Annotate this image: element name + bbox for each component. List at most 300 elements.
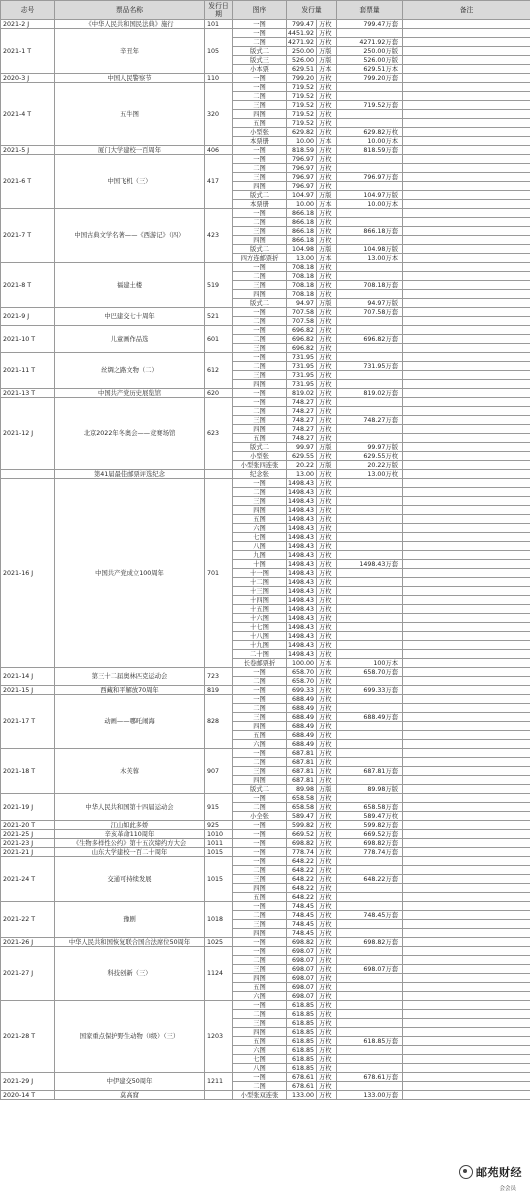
watermark [459, 1164, 522, 1180]
face-cell: 一图 [233, 695, 287, 704]
issue-value-cell: 104.97 [287, 191, 317, 200]
table-row [1, 668, 530, 677]
issue-value-cell: 133.00 [287, 1091, 317, 1100]
table-row [1, 308, 530, 317]
set-quantity-cell [337, 434, 403, 443]
issue-value-cell: 526.00 [287, 56, 317, 65]
set-quantity-cell: 89.98万版 [337, 785, 403, 794]
issue-value-cell: 1498.43 [287, 506, 317, 515]
face-cell: 小型张双连张 [233, 1091, 287, 1100]
face-cell: 七图 [233, 1055, 287, 1064]
note-cell [403, 893, 530, 902]
issue-unit-cell: 万枚 [317, 227, 337, 236]
issue-unit-cell: 万枚 [317, 749, 337, 758]
note-cell [403, 254, 530, 263]
set-quantity-cell: 4271.92万套 [337, 38, 403, 47]
issue-value-cell: 796.97 [287, 164, 317, 173]
issue-unit-cell: 万枚 [317, 38, 337, 47]
issue-value-cell: 658.58 [287, 803, 317, 812]
set-quantity-cell: 629.82万枚 [337, 128, 403, 137]
set-quantity-cell [337, 506, 403, 515]
set-quantity-cell [337, 1019, 403, 1028]
face-cell: 一图 [233, 857, 287, 866]
set-quantity-cell: 629.51万本 [337, 65, 403, 74]
issue-value-cell: 1498.43 [287, 533, 317, 542]
issue-unit-cell: 万枚 [317, 623, 337, 632]
issue-value-cell: 708.18 [287, 290, 317, 299]
issue-unit-cell: 万枚 [317, 875, 337, 884]
note-cell [403, 56, 530, 65]
set-quantity-cell [337, 929, 403, 938]
set-quantity-cell: 20.22万版 [337, 461, 403, 470]
issue-value-cell: 699.33 [287, 686, 317, 695]
stamp-number-cell: 2021-8 T [1, 263, 55, 308]
issue-unit-cell: 万枚 [317, 74, 337, 83]
face-cell: 一图 [233, 83, 287, 92]
note-cell [403, 344, 530, 353]
note-cell [403, 209, 530, 218]
issue-unit-cell: 万枚 [317, 938, 337, 947]
set-quantity-cell [337, 353, 403, 362]
face-cell: 一图 [233, 146, 287, 155]
issue-value-cell: 104.98 [287, 245, 317, 254]
note-cell [403, 794, 530, 803]
note-cell [403, 713, 530, 722]
issue-unit-cell: 万枚 [317, 740, 337, 749]
table-row [1, 1001, 530, 1010]
issue-unit-cell: 万枚 [317, 560, 337, 569]
note-cell [403, 731, 530, 740]
issue-unit-cell: 万枚 [317, 830, 337, 839]
note-cell [403, 533, 530, 542]
face-cell: 六图 [233, 740, 287, 749]
set-quantity-cell [337, 1028, 403, 1037]
set-quantity-cell [337, 749, 403, 758]
note-cell [403, 236, 530, 245]
issue-value-cell: 1498.43 [287, 587, 317, 596]
note-cell [403, 884, 530, 893]
set-quantity-cell: 618.85万套 [337, 1037, 403, 1046]
wechat-account-icon [459, 1165, 473, 1179]
note-cell [403, 191, 530, 200]
set-quantity-cell: 104.97万版 [337, 191, 403, 200]
stamp-number-cell: 2021-18 T [1, 749, 55, 794]
stamp-name-cell: 国家重点保护野生动物（I级）（三） [55, 1001, 205, 1073]
set-quantity-cell [337, 1055, 403, 1064]
face-cell: 一图 [233, 668, 287, 677]
set-quantity-cell [337, 632, 403, 641]
face-cell: 本票册 [233, 137, 287, 146]
set-quantity-cell: 688.49万套 [337, 713, 403, 722]
face-cell: 十图 [233, 560, 287, 569]
issue-value-cell: 99.97 [287, 443, 317, 452]
issue-value-cell: 1498.43 [287, 605, 317, 614]
note-cell [403, 650, 530, 659]
stamp-number-cell: 2021-1 T [1, 29, 55, 74]
issue-unit-cell: 万枚 [317, 839, 337, 848]
issue-unit-cell: 万枚 [317, 371, 337, 380]
set-quantity-cell: 13.00万本 [337, 254, 403, 263]
face-cell: 二图 [233, 1082, 287, 1091]
note-cell [403, 272, 530, 281]
set-quantity-cell [337, 776, 403, 785]
issue-unit-cell: 万枚 [317, 83, 337, 92]
issue-unit-cell: 万枚 [317, 695, 337, 704]
set-quantity-cell [337, 155, 403, 164]
issue-date-cell: 1015 [205, 857, 233, 902]
set-quantity-cell: 698.82万套 [337, 839, 403, 848]
set-quantity-cell [337, 236, 403, 245]
issue-unit-cell: 万枚 [317, 758, 337, 767]
note-cell [403, 452, 530, 461]
stamp-number-cell: 2021-4 T [1, 83, 55, 146]
issue-value-cell: 658.70 [287, 677, 317, 686]
issue-unit-cell: 万枚 [317, 587, 337, 596]
face-cell: 十五图 [233, 605, 287, 614]
issue-value-cell: 1498.43 [287, 632, 317, 641]
issue-unit-cell: 万枚 [317, 965, 337, 974]
note-cell [403, 542, 530, 551]
issue-value-cell: 618.85 [287, 1046, 317, 1055]
stamp-number-cell: 2021-29 J [1, 1073, 55, 1091]
table-row [1, 155, 530, 164]
issue-date-cell: 1124 [205, 947, 233, 1001]
set-quantity-cell [337, 398, 403, 407]
face-cell: 六图 [233, 1046, 287, 1055]
note-cell [403, 803, 530, 812]
issue-value-cell: 678.61 [287, 1073, 317, 1082]
issue-unit-cell: 万枚 [317, 1073, 337, 1082]
face-cell: 五图 [233, 515, 287, 524]
face-cell: 二图 [233, 1010, 287, 1019]
issue-value-cell: 818.59 [287, 146, 317, 155]
stamp-name-cell: 第三十二届奥林匹克运动会 [55, 668, 205, 686]
face-cell: 一图 [233, 479, 287, 488]
set-quantity-cell: 599.82万套 [337, 821, 403, 830]
face-cell: 版式二 [233, 443, 287, 452]
face-cell: 一图 [233, 326, 287, 335]
note-cell [403, 398, 530, 407]
issue-value-cell: 708.18 [287, 272, 317, 281]
face-cell: 二图 [233, 866, 287, 875]
issue-unit-cell: 万枚 [317, 308, 337, 317]
set-quantity-cell: 696.82万套 [337, 335, 403, 344]
note-cell [403, 614, 530, 623]
table-row [1, 20, 530, 29]
face-cell: 二图 [233, 92, 287, 101]
set-quantity-cell [337, 587, 403, 596]
issue-value-cell: 13.00 [287, 470, 317, 479]
note-cell [403, 632, 530, 641]
note-cell [403, 200, 530, 209]
issue-unit-cell: 万枚 [317, 164, 337, 173]
face-cell: 四图 [233, 776, 287, 785]
issue-date-cell: 828 [205, 695, 233, 749]
issue-value-cell: 719.52 [287, 110, 317, 119]
issue-value-cell: 748.45 [287, 902, 317, 911]
table-row [1, 470, 530, 479]
issue-unit-cell: 万枚 [317, 416, 337, 425]
issue-value-cell: 678.61 [287, 1082, 317, 1091]
note-cell [403, 155, 530, 164]
issue-date-cell: 601 [205, 326, 233, 353]
stamp-number-cell: 2021-2 J [1, 20, 55, 29]
issue-value-cell: 819.02 [287, 389, 317, 398]
table-row [1, 749, 530, 758]
table-row [1, 938, 530, 947]
note-cell [403, 290, 530, 299]
table-row [1, 821, 530, 830]
set-quantity-cell: 10.00万本 [337, 200, 403, 209]
issue-unit-cell: 万枚 [317, 29, 337, 38]
issue-value-cell: 698.82 [287, 938, 317, 947]
set-quantity-cell [337, 524, 403, 533]
issue-date-cell: 1018 [205, 902, 233, 938]
issue-unit-cell: 万枚 [317, 281, 337, 290]
issue-unit-cell: 万枚 [317, 992, 337, 1001]
issue-unit-cell: 万枚 [317, 911, 337, 920]
issue-date-cell: 701 [205, 479, 233, 668]
face-cell: 一图 [233, 353, 287, 362]
note-cell [403, 758, 530, 767]
issue-value-cell: 748.27 [287, 416, 317, 425]
note-cell [403, 515, 530, 524]
stamp-number-cell: 2021-12 J [1, 398, 55, 470]
issue-value-cell: 618.85 [287, 1028, 317, 1037]
set-quantity-cell [337, 641, 403, 650]
note-cell [403, 551, 530, 560]
note-cell [403, 92, 530, 101]
issue-unit-cell: 万枚 [317, 425, 337, 434]
note-cell [403, 569, 530, 578]
stamp-name-cell: 福建土楼 [55, 263, 205, 308]
issue-unit-cell: 万版 [317, 299, 337, 308]
issue-unit-cell: 万枚 [317, 686, 337, 695]
face-cell: 一图 [233, 20, 287, 29]
issue-value-cell: 1498.43 [287, 542, 317, 551]
set-quantity-cell [337, 425, 403, 434]
face-cell: 一图 [233, 1073, 287, 1082]
face-cell: 一图 [233, 821, 287, 830]
stamp-name-cell: 北京2022年冬奥会——竞赛场馆 [55, 398, 205, 470]
stamp-number-cell: 2021-11 T [1, 353, 55, 389]
issue-unit-cell: 万枚 [317, 317, 337, 326]
table-row [1, 353, 530, 362]
stamp-number-cell: 2021-5 J [1, 146, 55, 155]
issue-unit-cell: 万版 [317, 191, 337, 200]
note-cell [403, 677, 530, 686]
table-row [1, 839, 530, 848]
issue-date-cell: 423 [205, 209, 233, 263]
issue-value-cell: 648.22 [287, 875, 317, 884]
note-cell [403, 821, 530, 830]
stamp-name-cell: 中国人民警察节 [55, 74, 205, 83]
issue-date-cell: 110 [205, 74, 233, 83]
note-cell [403, 1010, 530, 1019]
issue-unit-cell: 万本 [317, 137, 337, 146]
issue-value-cell: 1498.43 [287, 641, 317, 650]
issue-unit-cell: 万枚 [317, 929, 337, 938]
set-quantity-cell [337, 893, 403, 902]
issue-unit-cell: 万本 [317, 200, 337, 209]
note-cell [403, 704, 530, 713]
issue-unit-cell: 万枚 [317, 533, 337, 542]
set-quantity-cell [337, 551, 403, 560]
issue-unit-cell: 万枚 [317, 668, 337, 677]
face-cell: 一图 [233, 794, 287, 803]
note-cell [403, 785, 530, 794]
set-quantity-cell [337, 983, 403, 992]
face-cell: 版式二 [233, 191, 287, 200]
note-cell [403, 875, 530, 884]
issue-unit-cell: 万枚 [317, 614, 337, 623]
face-cell: 二图 [233, 335, 287, 344]
issue-value-cell: 748.45 [287, 911, 317, 920]
set-quantity-cell [337, 290, 403, 299]
stamp-name-cell: 儿童画作品选 [55, 326, 205, 353]
issue-unit-cell: 万本 [317, 65, 337, 74]
face-cell: 一图 [233, 947, 287, 956]
face-cell: 一图 [233, 389, 287, 398]
note-cell [403, 1082, 530, 1091]
set-quantity-cell: 100万本 [337, 659, 403, 668]
note-cell [403, 65, 530, 74]
set-quantity-cell [337, 497, 403, 506]
issue-value-cell: 688.49 [287, 704, 317, 713]
issue-unit-cell: 万枚 [317, 650, 337, 659]
issue-date-cell: 620 [205, 389, 233, 398]
issue-value-cell: 1498.43 [287, 596, 317, 605]
face-cell: 二图 [233, 911, 287, 920]
note-cell [403, 317, 530, 326]
face-cell: 四图 [233, 974, 287, 983]
set-quantity-cell [337, 515, 403, 524]
issue-value-cell: 748.27 [287, 398, 317, 407]
set-quantity-cell [337, 371, 403, 380]
table-row [1, 686, 530, 695]
face-cell: 二图 [233, 488, 287, 497]
face-cell: 版式二 [233, 47, 287, 56]
issue-unit-cell: 万枚 [317, 92, 337, 101]
issue-unit-cell: 万枚 [317, 902, 337, 911]
set-quantity-cell: 731.95万套 [337, 362, 403, 371]
face-cell: 一图 [233, 308, 287, 317]
face-cell: 四图 [233, 884, 287, 893]
note-cell [403, 992, 530, 1001]
stamp-name-cell: 辛亥革命110周年 [55, 830, 205, 839]
note-cell [403, 1028, 530, 1037]
issue-value-cell: 698.07 [287, 947, 317, 956]
set-quantity-cell [337, 902, 403, 911]
issue-value-cell: 866.18 [287, 227, 317, 236]
issue-unit-cell: 万枚 [317, 362, 337, 371]
stamp-name-cell: 木芙蓉 [55, 749, 205, 794]
issue-unit-cell: 万枚 [317, 110, 337, 119]
face-cell: 三图 [233, 497, 287, 506]
face-cell: 十四图 [233, 596, 287, 605]
table-row [1, 479, 530, 488]
issue-date-cell: 105 [205, 29, 233, 74]
note-cell [403, 119, 530, 128]
face-cell: 版式三 [233, 56, 287, 65]
header-date: 发行日期 [205, 1, 233, 20]
table-row [1, 83, 530, 92]
note-cell [403, 929, 530, 938]
issue-unit-cell: 万版 [317, 785, 337, 794]
issue-unit-cell: 万枚 [317, 209, 337, 218]
face-cell: 九图 [233, 551, 287, 560]
stamp-number-cell: 2021-9 J [1, 308, 55, 326]
set-quantity-cell: 250.00万版 [337, 47, 403, 56]
issue-value-cell: 94.97 [287, 299, 317, 308]
issue-value-cell: 648.22 [287, 866, 317, 875]
issue-unit-cell: 万枚 [317, 542, 337, 551]
header-set: 套票量 [337, 1, 403, 20]
header-face: 图序 [233, 1, 287, 20]
face-cell: 三图 [233, 371, 287, 380]
table-row [1, 29, 530, 38]
face-cell: 八图 [233, 1064, 287, 1073]
stamp-name-cell: 中国共产党历史展览馆 [55, 389, 205, 398]
issue-date-cell: 406 [205, 146, 233, 155]
face-cell: 十三图 [233, 587, 287, 596]
set-quantity-cell [337, 263, 403, 272]
face-cell: 五图 [233, 1037, 287, 1046]
face-cell: 二十图 [233, 650, 287, 659]
stamp-name-cell: 江山如此多娇 [55, 821, 205, 830]
issue-date-cell: 819 [205, 686, 233, 695]
note-cell [403, 1091, 530, 1100]
issue-value-cell: 618.85 [287, 1064, 317, 1073]
issue-value-cell: 13.00 [287, 254, 317, 263]
set-quantity-cell: 818.59万套 [337, 146, 403, 155]
note-cell [403, 461, 530, 470]
face-cell: 二图 [233, 956, 287, 965]
issue-value-cell: 719.52 [287, 83, 317, 92]
issue-value-cell: 1498.43 [287, 578, 317, 587]
issue-value-cell: 4271.92 [287, 38, 317, 47]
face-cell: 四方连邮票折 [233, 254, 287, 263]
stamp-name-cell: 中国飞机（三） [55, 155, 205, 209]
set-quantity-cell: 678.61万套 [337, 1073, 403, 1082]
set-quantity-cell [337, 884, 403, 893]
stamp-name-cell: 豫剧 [55, 902, 205, 938]
issue-value-cell: 748.45 [287, 929, 317, 938]
face-cell: 小本票 [233, 65, 287, 74]
note-cell [403, 596, 530, 605]
issue-value-cell: 719.52 [287, 101, 317, 110]
set-quantity-cell [337, 740, 403, 749]
set-quantity-cell [337, 542, 403, 551]
stamp-number-cell: 2021-10 T [1, 326, 55, 353]
note-cell [403, 1064, 530, 1073]
face-cell: 七图 [233, 533, 287, 542]
issue-value-cell: 796.97 [287, 173, 317, 182]
issue-unit-cell: 万枚 [317, 767, 337, 776]
stamp-number-cell: 2020-14 T [1, 1091, 55, 1100]
stamp-number-cell: 2021-25 J [1, 830, 55, 839]
issue-unit-cell: 万枚 [317, 1028, 337, 1037]
issue-value-cell: 648.22 [287, 893, 317, 902]
set-quantity-cell: 699.33万套 [337, 686, 403, 695]
set-quantity-cell: 526.00万版 [337, 56, 403, 65]
set-quantity-cell: 589.47万枚 [337, 812, 403, 821]
face-cell: 十二图 [233, 578, 287, 587]
note-cell [403, 1046, 530, 1055]
issue-date-cell: 1015 [205, 848, 233, 857]
issue-unit-cell: 万枚 [317, 1091, 337, 1100]
note-cell [403, 965, 530, 974]
